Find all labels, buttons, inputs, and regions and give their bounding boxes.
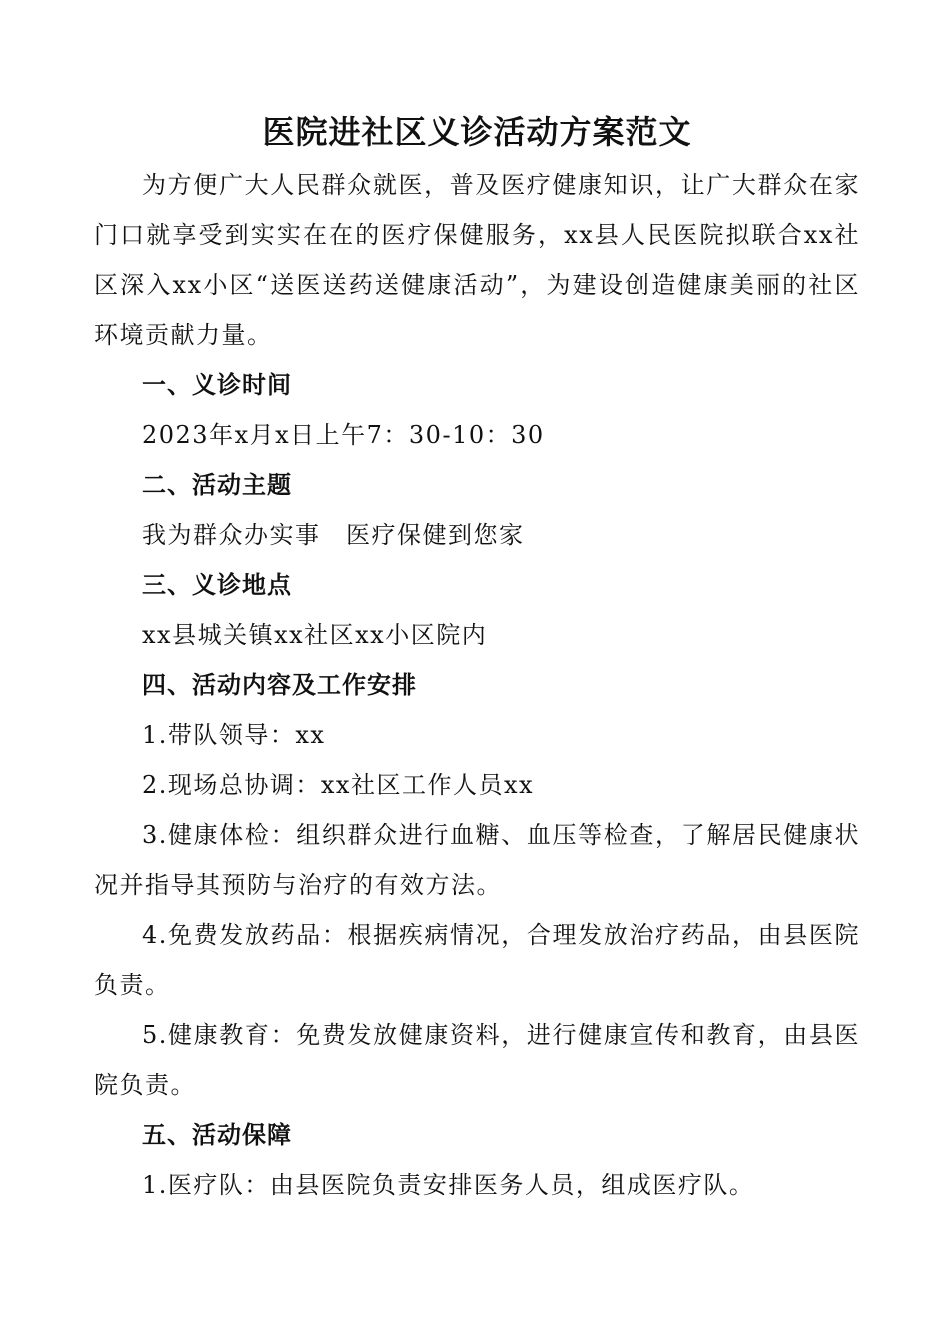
section-heading-arrangement: 四、活动内容及工作安排 [142, 671, 417, 699]
document-title: 医院进社区义诊活动方案范文 [262, 113, 692, 151]
guarantee-item: 1.医疗队：由县医院负责安排医务人员，组成医疗队。 [142, 1171, 755, 1199]
section-text-time: 2023年x月x日上午7：30-10：30 [142, 421, 545, 449]
intro-paragraph: 为方便广大人民群众就医，普及医疗健康知识，让广大群众在家门口就享受到实实在在的医疗保健服务，xx县人民医院拟联合xx社区深入xx小区“送医送药送健康活动”，为建设创造健康美丽的社区环境贡献力量。 [94, 171, 860, 349]
section-text-location: xx县城关镇xx社区xx小区院内 [142, 621, 488, 649]
arrangement-item: 4.免费发放药品：根据疾病情况，合理发放治疗药品，由县医院负责。 [94, 921, 860, 999]
arrangement-item: 5.健康教育：免费发放健康资料，进行健康宣传和教育，由县医院负责。 [94, 1021, 860, 1099]
arrangement-item: 2.现场总协调：xx社区工作人员xx [142, 771, 535, 799]
section-heading-time: 一、义诊时间 [142, 371, 292, 399]
section-text-theme: 我为群众办实事 医疗保健到您家 [142, 521, 525, 549]
document-page [94, 108, 860, 1210]
section-heading-guarantee: 五、活动保障 [142, 1121, 292, 1149]
arrangement-item: 3.健康体检：组织群众进行血糖、血压等检查，了解居民健康状况并指导其预防与治疗的有效方法。 [94, 821, 860, 899]
section-heading-theme: 二、活动主题 [142, 471, 292, 499]
section-heading-location: 三、义诊地点 [142, 571, 292, 599]
arrangement-item: 1.带队领导：xx [142, 721, 326, 749]
